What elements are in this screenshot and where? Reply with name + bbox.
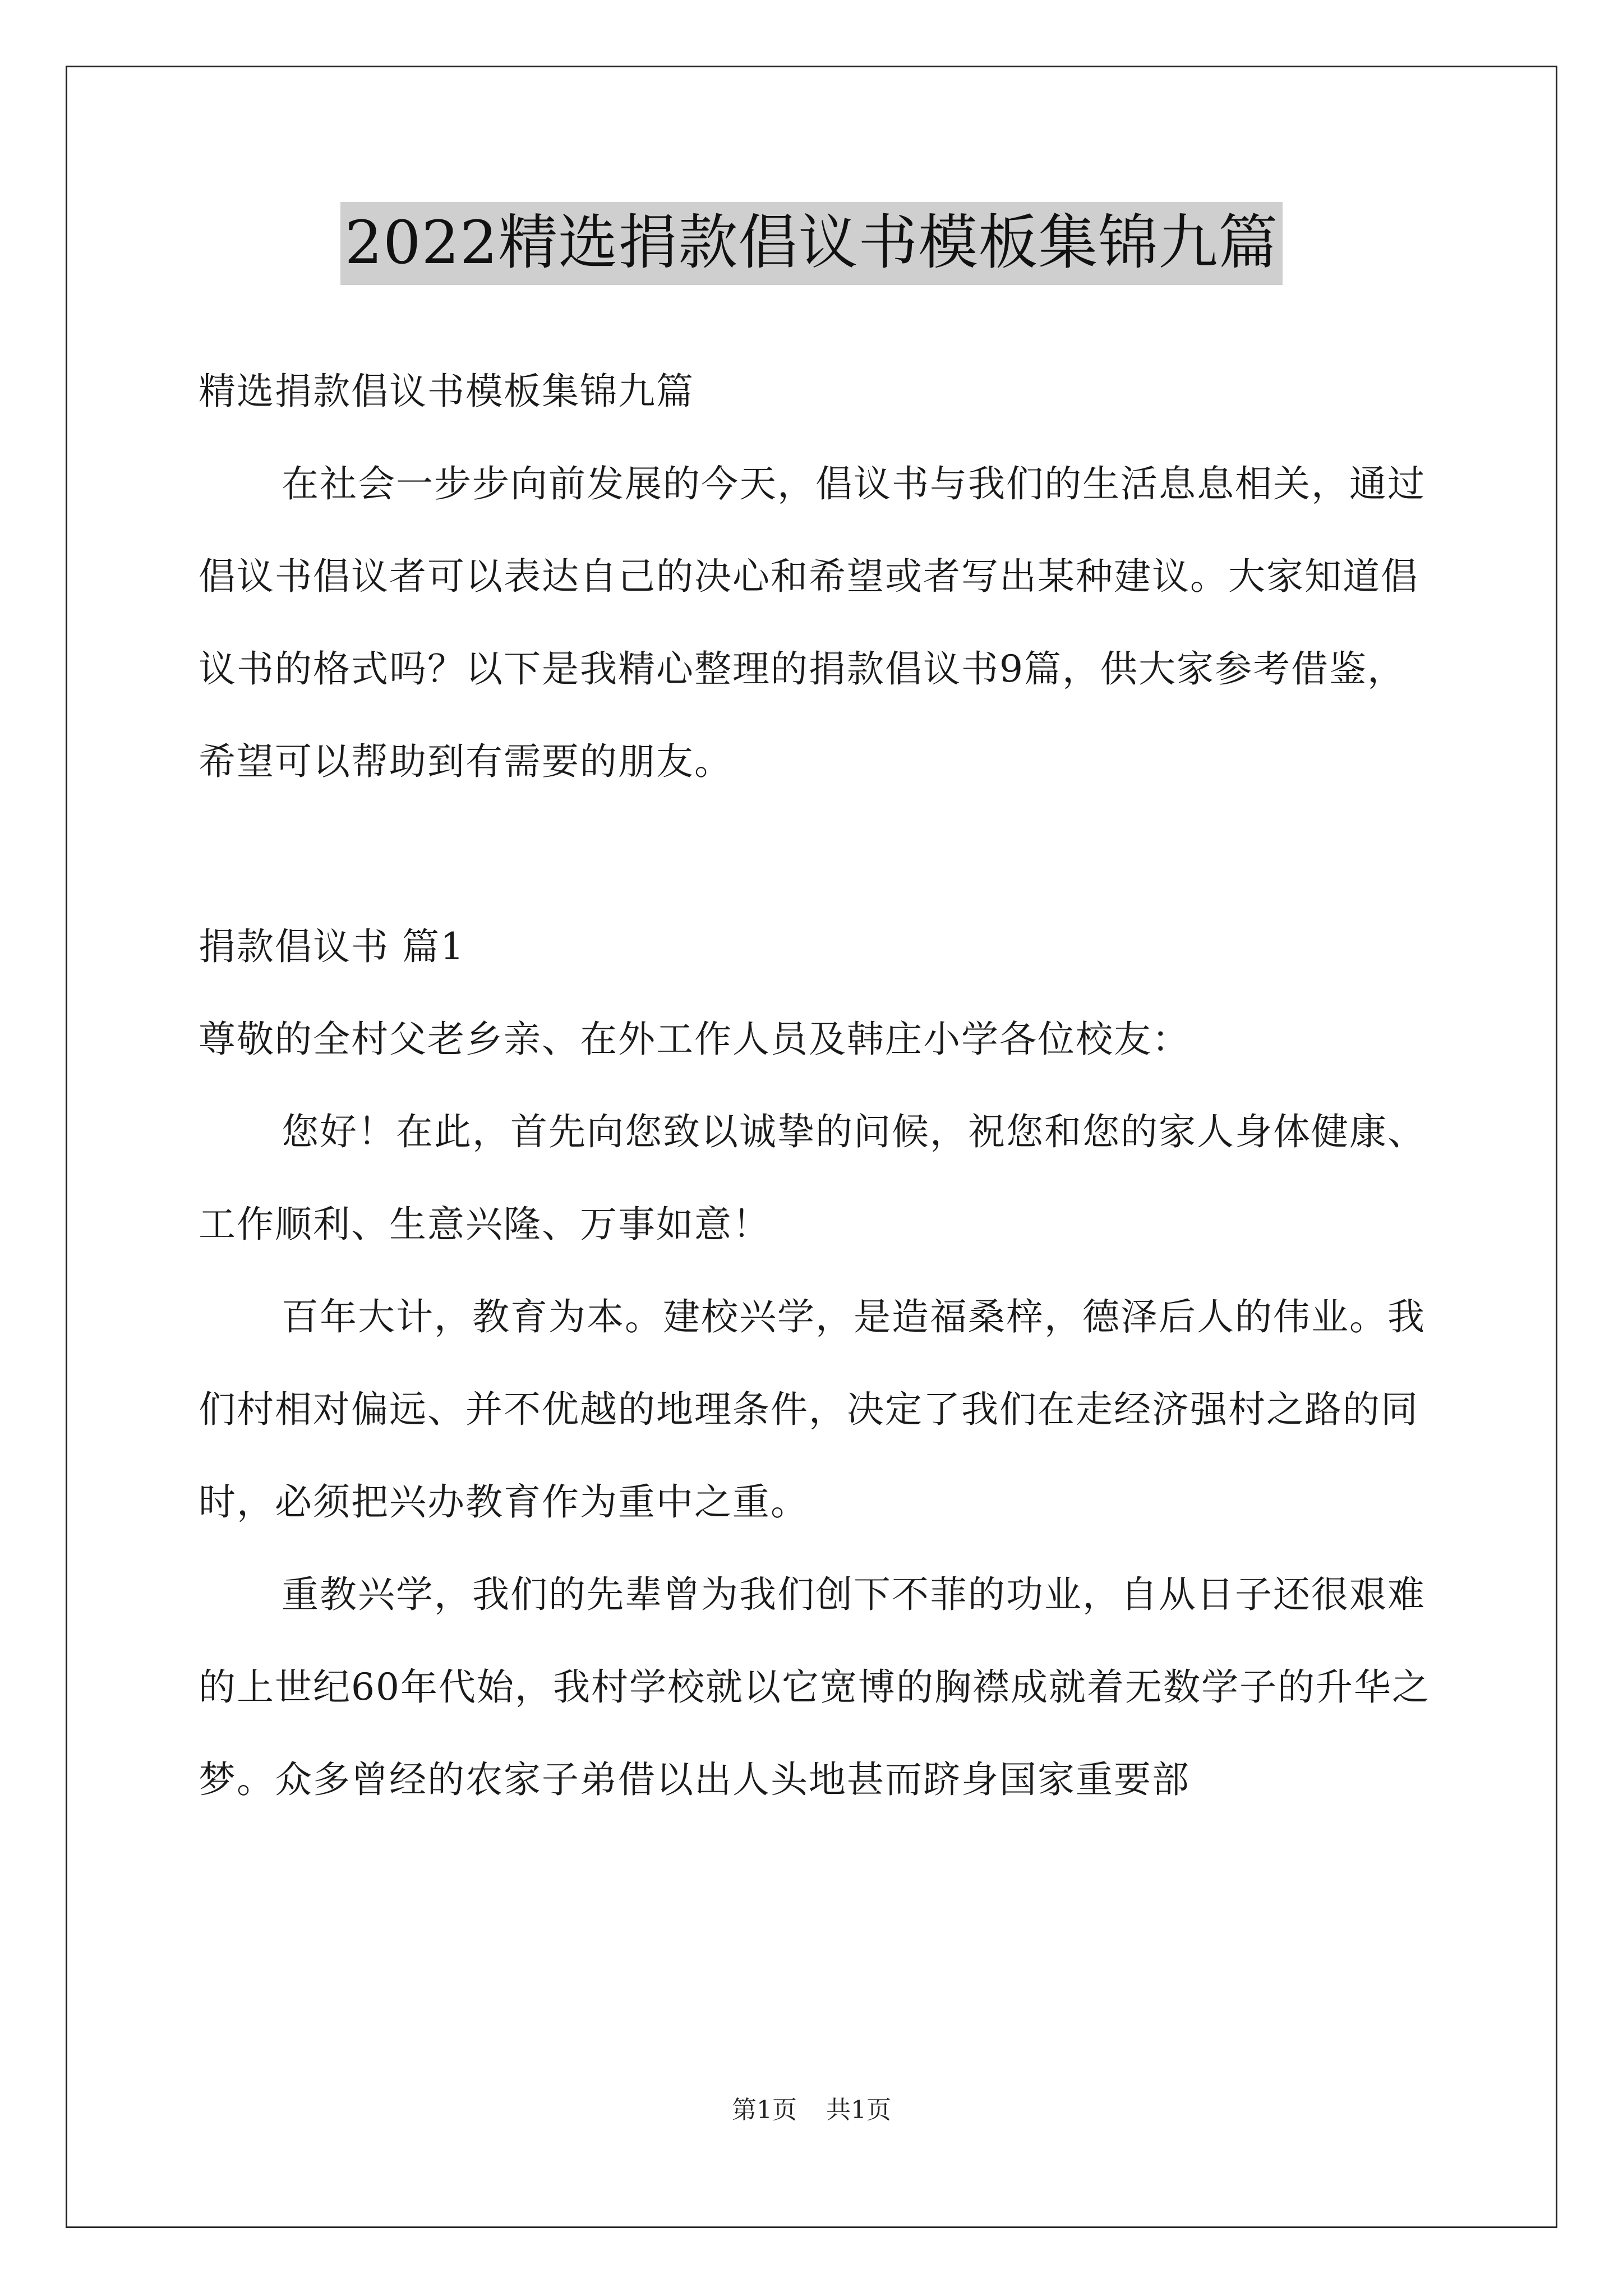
page-total: 共1页 [826,2096,891,2124]
page-footer [0,2093,1623,2127]
title-container [0,202,1623,285]
body-paragraph: 您好！在此，首先向您致以诚挚的问候，祝您和您的家人身体健康、工作顺利、生意兴隆、万事如意！ [199,1110,1426,1246]
body-paragraph: 百年大计，教育为本。建校兴学，是造福桑梓，德泽后人的伟业。我们村相对偏远、并不优越的地理条件，决定了我们在走经济强村之路的同时，必须把兴办教育作为重中之重。 [199,1295,1426,1524]
salutation: 尊敬的全村父老乡亲、在外工作人员及韩庄小学各位校友： [199,1018,1190,1061]
body-paragraph: 重教兴学，我们的先辈曾为我们创下不菲的功业，自从日子还很艰难的上世纪60年代始，我村学校就以它宽博的胸襟成就着无数学子的升华之梦。众多曾经的农家子弟借以出人头地甚而跻身国家重要部 [199,1573,1430,1801]
page-number: 第1页 [732,2096,797,2124]
document-subtitle: 精选捐款倡议书模板集锦九篇 [199,370,694,413]
section-heading: 捐款倡议书 篇1 [199,925,465,968]
intro-paragraph: 在社会一步步向前发展的今天，倡议书与我们的生活息息相关，通过倡议书倡议者可以表达自己的决心和希望或者写出某种建议。大家知道倡议书的格式吗？以下是我精心整理的捐款倡议书9篇，供大家参考借鉴，希望可以帮助到有需要的朋友。 [199,462,1426,783]
document-body [199,345,1432,1826]
document-title: 2022精选捐款倡议书模板集锦九篇 [340,202,1283,285]
